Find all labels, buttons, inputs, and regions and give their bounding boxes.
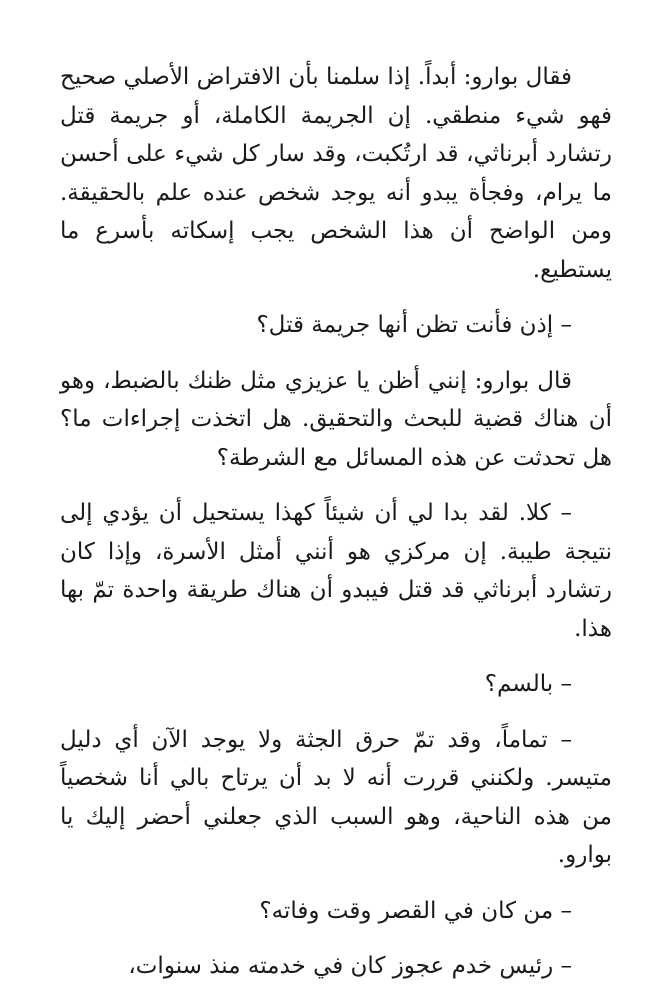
paragraph-poirot-reply: قال بوارو: إنني أظن يا عزيزي مثل ظنك بالضبط، وهو أن هناك قضية للبحث والتحقيق. هل اتخذت إجراءات ما؟ هل تحدثت عن هذه المسائل مع الشرطة؟: [60, 367, 612, 471]
paragraph-cremation: – تماماً، وقد تمّ حرق الجثة ولا يوجد الآن أي دليل متيسر. ولكنني قررت أنه لا بد أن يرتاح بالي أنا شخصياً من هذه الناحية، وهو السبب الذي جعلني أحضر إليك يا بوارو.: [60, 726, 612, 868]
paragraph-poirot-statement: فقال بوارو: أبداً. إذا سلمنا بأن الافتراض الأصلي صحيح فهو شيء منطقي. إن الجريمة الكاملة، أو جريمة قتل رتشارد أبرناثي، قد ارتُكبت، وقد سار كل شيء على أحسن ما يرام، وفجأة يبدو أنه يوجد شخص عنده علم بالحقيقة. ومن الواضح أن هذا الشخص يجب إسكاته بأسرع ما يستطيع.: [60, 64, 612, 283]
paragraph-police-answer: – كلا. لقد بدا لي أن شيئاً كهذا يستحيل أن يؤدي إلى نتيجة طيبة. إن مركزي هو أنني أمثل الأسرة، وإذا كان رتشارد أبرناثي قد قتل فيبدو أن هناك طريقة واحدة تمّ بها هذا.: [60, 500, 612, 642]
paragraph-murder-question: – إذن فأنت تظن أنها جريمة قتل؟: [256, 312, 572, 338]
paragraph-poison-question: – بالسم؟: [484, 671, 572, 697]
paragraph-butler: – رئيس خدم عجوز كان في خدمته منذ سنوات،: [128, 953, 572, 979]
paragraph-who-was-present: – من كان في القصر وقت وفاته؟: [259, 897, 572, 924]
book-page: [60, 58, 612, 1003]
